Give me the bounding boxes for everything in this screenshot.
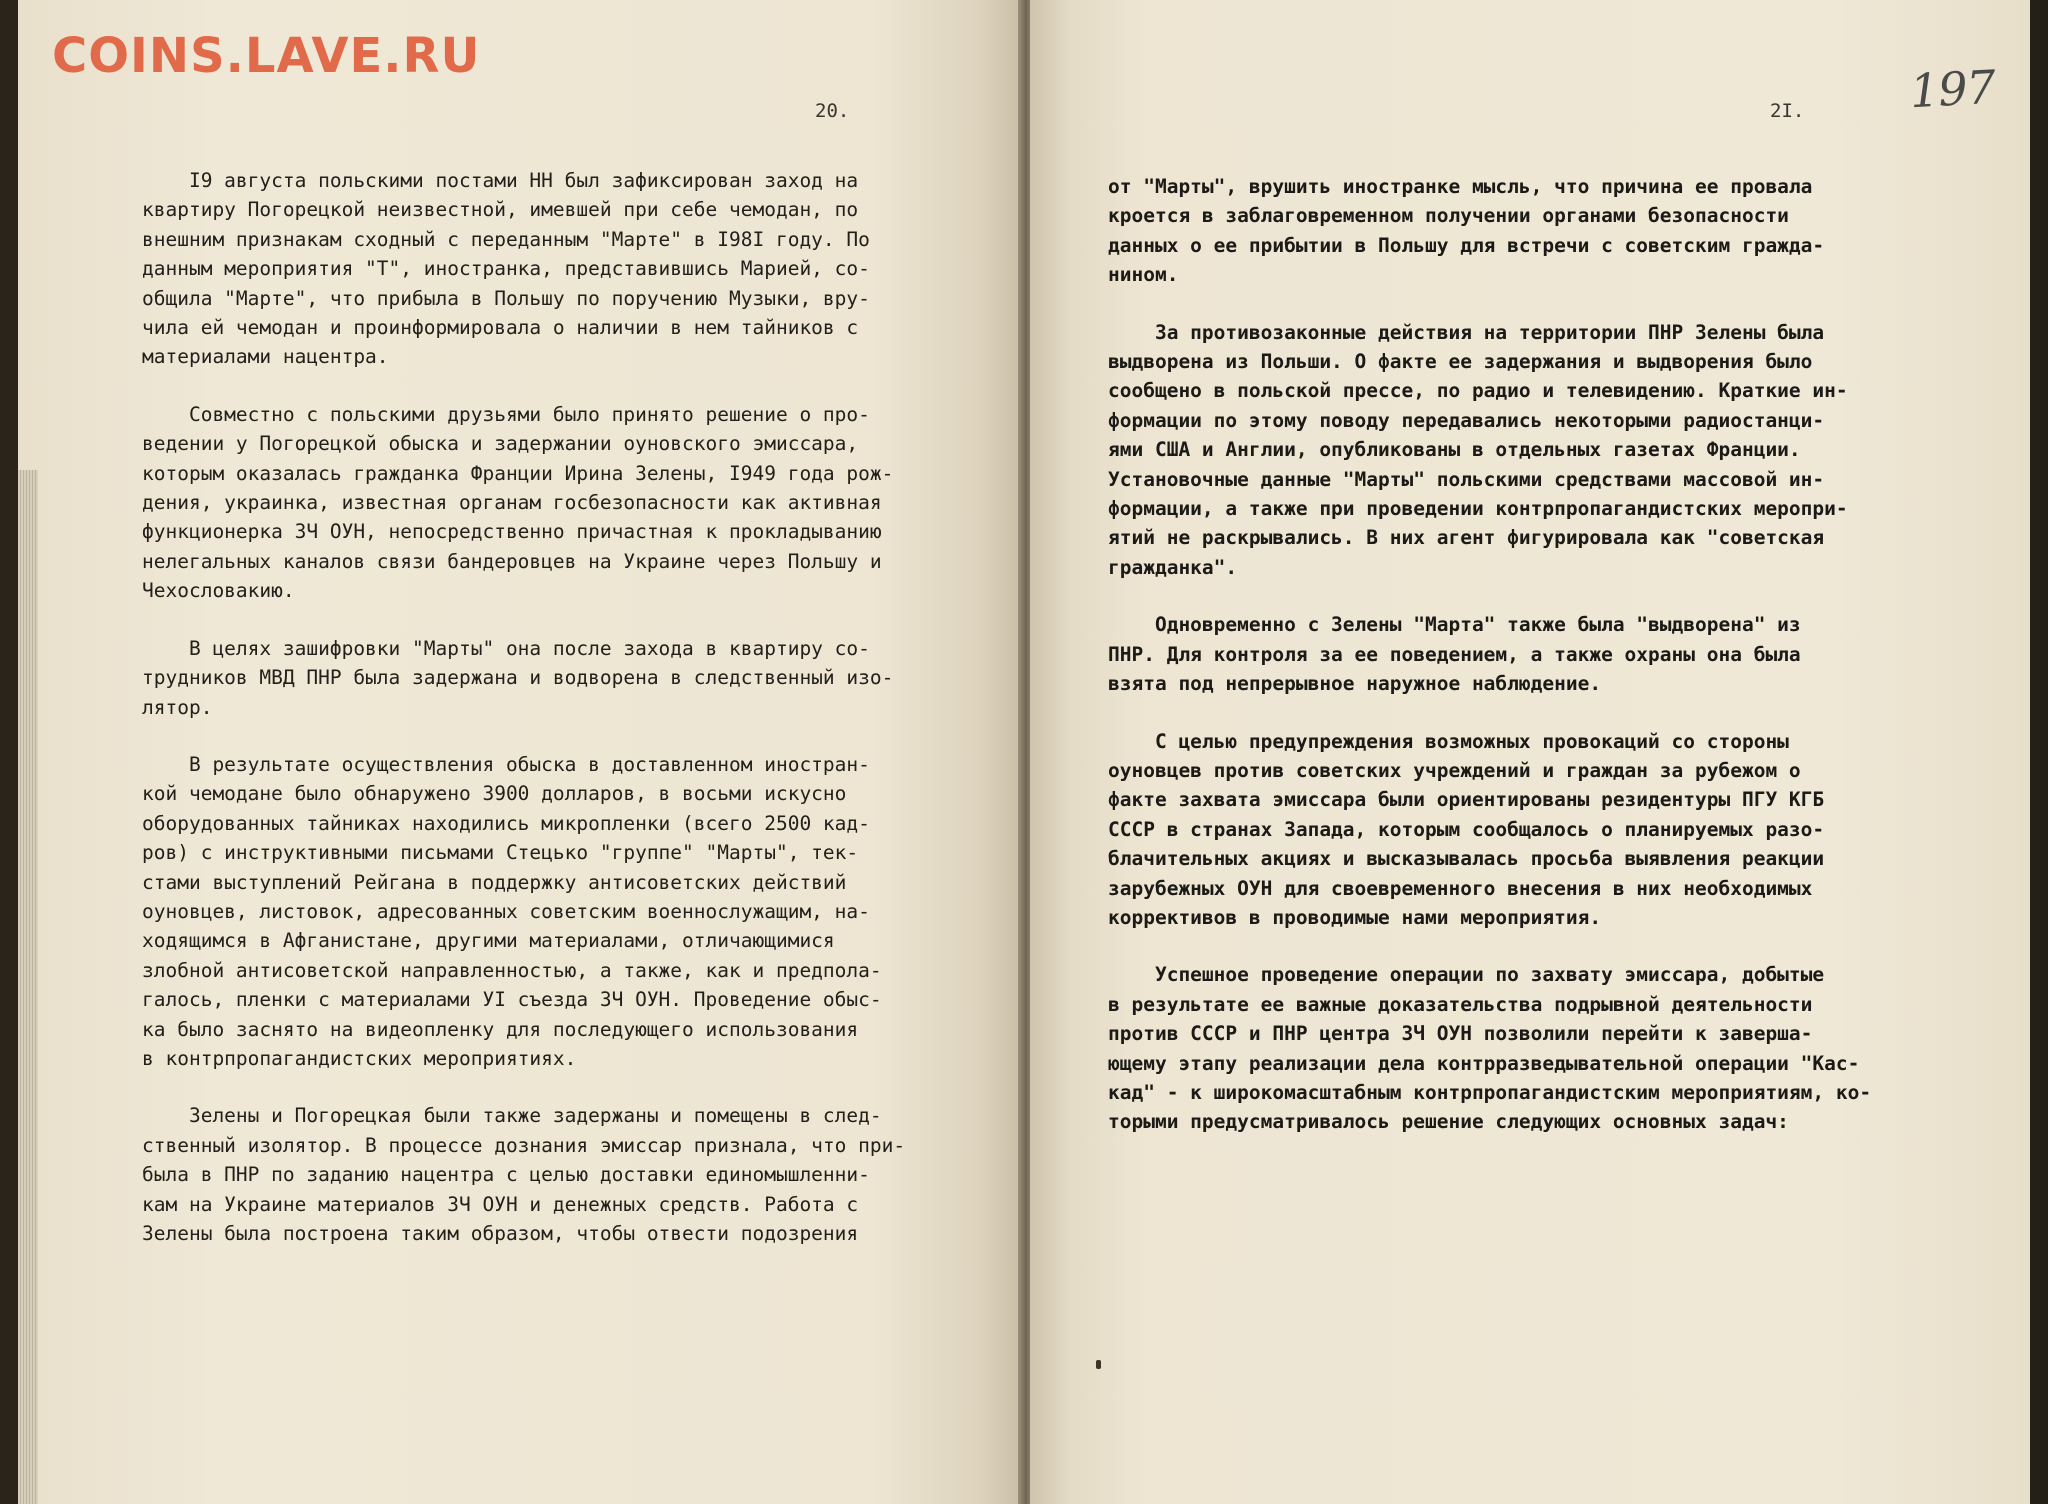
text-line: формации, а также при проведении контрпропагандистских меропри-	[1108, 497, 1848, 521]
text-line: кой чемодане было обнаружено 3900 долларов, в восьми искусно	[142, 782, 847, 806]
left-page-number: 20.	[815, 100, 850, 122]
text-line: Зелены и Погорецкая были также задержаны и помещены в след-	[142, 1104, 882, 1128]
text-line: ятий не раскрывались. В них агент фигурировала как "советская	[1108, 526, 1825, 550]
text-line: I9 августа польскими постами НН был зафиксирован заход на	[142, 169, 859, 192]
paragraph	[142, 400, 922, 606]
text-line: функционерка ЗЧ ОУН, непосредственно причастная к прокладыванию	[142, 520, 882, 544]
paragraph	[142, 1101, 922, 1248]
text-line: оборудованных тайниках находились микропленки (всего 2500 кад-	[142, 811, 870, 835]
text-line: оуновцев против советских учреждений и граждан за рубежом о	[1108, 758, 1801, 782]
text-line: нином.	[1108, 263, 1179, 287]
text-line: факте захвата эмиссара были ориентированы резидентуры ПГУ КГБ	[1108, 788, 1825, 812]
text-line: в результате ее важные доказательства подрывной деятельности	[1108, 992, 1813, 1016]
left-page-body	[142, 166, 922, 1276]
text-line: против СССР и ПНР центра ЗЧ ОУН позволили перейти к заверша-	[1108, 1022, 1813, 1046]
text-line: Установочные данные "Марты" польскими средствами массовой ин-	[1108, 467, 1825, 491]
paragraph	[1108, 172, 1928, 290]
text-line: В результате осуществления обыска в доставленном иностран-	[142, 752, 870, 776]
text-line: ка было заснято на видеопленку для последующего использования	[142, 1017, 859, 1041]
text-line: ющему этапу реализации дела контрразведывательной операции "Кас-	[1108, 1051, 1860, 1075]
text-line: Совместно с польскими друзьями было принято решение о про-	[142, 402, 870, 426]
text-line: лятор.	[142, 695, 213, 719]
text-line: Чехословакию.	[142, 579, 295, 603]
text-line: коррективов в проводимые нами мероприятия.	[1108, 905, 1602, 929]
text-line: от "Марты", врушить иностранке мысль, что причина ее провала	[1108, 175, 1813, 198]
text-line: ственный изолятор. В процессе дознания эмиссар признала, что при-	[142, 1133, 906, 1157]
paragraph	[1108, 960, 1928, 1136]
text-line: СССР в странах Запада, которым сообщалось о планируемых разо-	[1108, 817, 1825, 841]
page-stack-edge	[18, 470, 38, 1504]
text-line: была в ПНР по заданию нацентра с целью доставки единомышленни-	[142, 1163, 870, 1187]
text-line: взята под непрерывное наружное наблюдение.	[1108, 672, 1602, 696]
text-line: формации по этому поводу передавались некоторыми радиостанци-	[1108, 408, 1825, 432]
text-line: данных о ее прибытии в Польшу для встречи с советским гражда-	[1108, 233, 1825, 257]
text-line: внешним признакам сходный с переданным "Марте" в I98I году. По	[142, 227, 870, 251]
text-line: Успешное проведение операции по захвату эмиссара, добытые	[1108, 963, 1825, 987]
text-line: выдворена из Польши. О факте ее задержания и выдворения было	[1108, 350, 1813, 374]
paragraph	[1108, 610, 1928, 698]
text-line: дения, украинка, известная органам госбезопасности как активная	[142, 491, 882, 515]
text-line: ями США и Англии, опубликованы в отдельных газетах Франции.	[1108, 438, 1801, 462]
ink-mark	[1096, 1360, 1101, 1369]
right-page-number: 2I.	[1770, 100, 1805, 122]
text-line: сообщено в польской прессе, по радио и телевидению. Краткие ин-	[1108, 379, 1848, 403]
text-line: стами выступлений Рейгана в поддержку антисоветских действий	[142, 870, 847, 894]
text-line: зарубежных ОУН для своевременного внесения в них необходимых	[1108, 876, 1813, 900]
text-line: галось, пленки с материалами УI съезда ЗЧ ОУН. Проведение обыс-	[142, 988, 882, 1012]
text-line: нелегальных каналов связи бандеровцев на Украине через Польшу и	[142, 549, 882, 573]
text-line: торыми предусматривалось решение следующих основных задач:	[1108, 1110, 1789, 1134]
text-line: С целью предупреждения возможных провокаций со стороны	[1108, 729, 1789, 753]
text-line: чила ей чемодан и проинформировала о наличии в нем тайников с	[142, 316, 859, 340]
text-line: в контрпропагандистских мероприятиях.	[142, 1046, 577, 1070]
text-line: материалами нацентра.	[142, 345, 389, 369]
text-line: ров) с инструктивными письмами Стецько "группе" "Марты", тек-	[142, 841, 859, 865]
text-line: За противозаконные действия на территории ПНР Зелены была	[1108, 320, 1825, 344]
text-line: ведении у Погорецкой обыска и задержании оуновского эмиссара,	[142, 432, 859, 456]
text-line: кам на Украине материалов ЗЧ ОУН и денежных средств. Работа с	[142, 1192, 859, 1216]
paragraph	[142, 634, 922, 722]
paragraph	[1108, 318, 1928, 583]
text-line: данным мероприятия "Т", иностранка, представившись Марией, со-	[142, 257, 870, 281]
text-line: кад" - к широкомасштабным контрпропагандистским мероприятиям, ко-	[1108, 1080, 1872, 1104]
paragraph	[142, 750, 922, 1073]
text-line: Одновременно с Зелены "Марта" также была "выдворена" из	[1108, 613, 1801, 637]
text-line: Зелены была построена таким образом, чтобы отвести подозрения	[142, 1222, 859, 1245]
text-line: кроется в заблаговременном получении органами безопасности	[1108, 204, 1789, 228]
text-line: оуновцев, листовок, адресованных советским военнослужащим, на-	[142, 899, 870, 923]
watermark-logo: COINS.LAVE.RU	[52, 28, 481, 84]
text-line: блачительных акциях и высказывалась просьба выявления реакции	[1108, 847, 1825, 871]
text-line: В целях зашифровки "Марты" она после захода в квартиру со-	[142, 636, 870, 660]
text-line: ходящимся в Афганистане, другими материалами, отличающимися	[142, 929, 835, 953]
text-line: ПНР. Для контроля за ее поведением, а также охраны она была	[1108, 642, 1801, 666]
paragraph	[1108, 727, 1928, 933]
handwritten-folio-number: 197	[1908, 59, 1997, 119]
right-page-body	[1108, 172, 1928, 1165]
paragraph	[142, 166, 922, 372]
text-line: гражданка".	[1108, 555, 1238, 579]
text-line: общила "Марте", что прибыла в Польшу по поручению Музыки, вру-	[142, 286, 870, 310]
text-line: трудников МВД ПНР была задержана и водворена в следственный изо-	[142, 666, 894, 690]
text-line: злобной антисоветской направленностью, а также, как и предпола-	[142, 958, 882, 982]
text-line: которым оказалась гражданка Франции Ирина Зелены, I949 года рож-	[142, 461, 894, 485]
text-line: квартиру Погорецкой неизвестной, имевшей при себе чемодан, по	[142, 198, 859, 222]
